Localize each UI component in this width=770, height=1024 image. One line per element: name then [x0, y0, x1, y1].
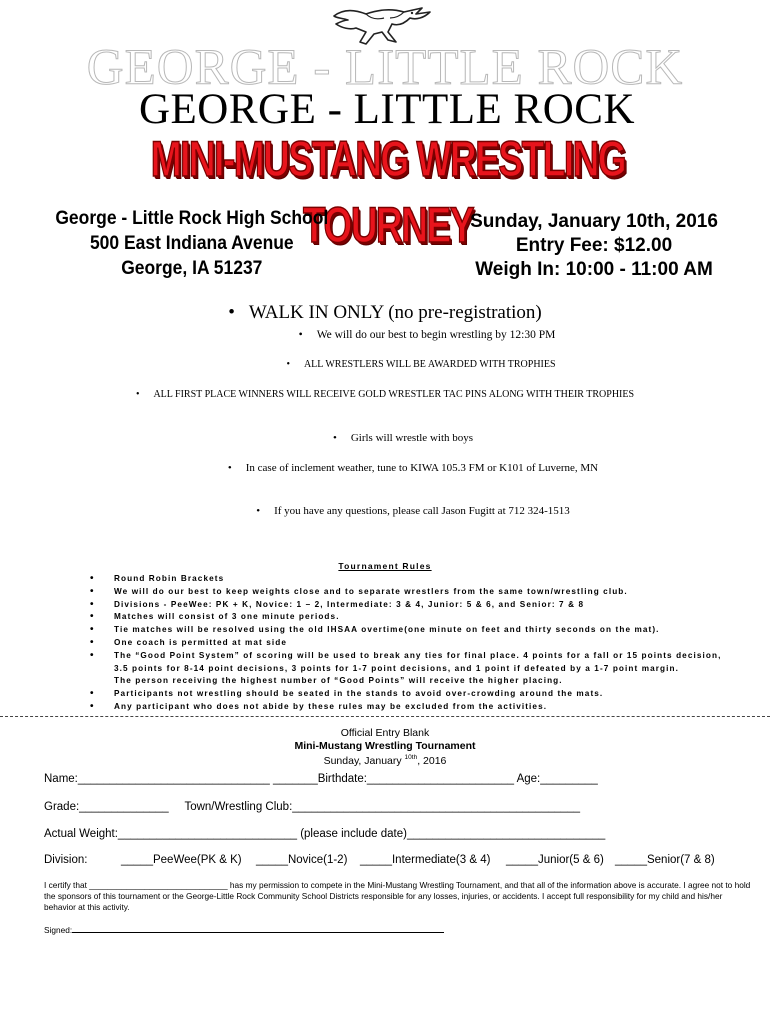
bullet-icon: •	[286, 359, 290, 370]
name-field[interactable]: Name:______________________________ _______Birthdate:_______________________ Age:_________	[44, 773, 598, 785]
division-option-intermediate[interactable]: _____Intermediate(3 & 4)	[360, 854, 491, 866]
note-item: • We will do our best to begin wrestling by 12:30 PM	[298, 329, 556, 341]
certify-statement: I certify that ______________________________ has my permission to compete in the Mini-Mustang Wrestling Tournament, and that all of the information above is accurate. I agree not to hold the sponsors of this tournament or the George-Little Rock Community School Districts responsible for any losses, injuries, or accidents. I accept full responsibility for my child and his/her behavior at this activity.	[44, 880, 751, 912]
rule-item: • Divisions - PeeWee: PK + K, Novice: 1 – 2, Intermediate: 3 & 4, Junior: 5 & 6, and Senior: 7 & 8	[90, 599, 760, 612]
signature-line[interactable]	[72, 922, 444, 933]
cut-line	[0, 716, 770, 717]
bullet-icon: •	[256, 505, 261, 517]
note-item: • Girls will wrestle with boys	[332, 432, 474, 444]
weight-field[interactable]: Actual Weight:____________________________ (please include date)_______________________________	[44, 828, 606, 840]
bullet-icon: •	[332, 432, 337, 444]
division-option-junior[interactable]: _____Junior(5 & 6)	[506, 854, 604, 866]
rule-item: • The “Good Point System” of scoring will be used to break any ties for final place. 4 points for a fall or 15 points decision,	[90, 650, 760, 663]
event-date: Sunday, January 10th, 2016	[470, 211, 718, 232]
note-item: • ALL WRESTLERS WILL BE AWARDED WITH TROPHIES	[0, 357, 770, 373]
school-name: George - Little Rock High School	[55, 208, 329, 229]
note-item: • If you have any questions, please call Jason Fugitt at 712 324-1513	[256, 505, 570, 517]
walk-in-note: • WALK IN ONLY (no pre-registration)	[0, 300, 770, 326]
rule-item: • Tie matches will be resolved using the old IHSAA overtime(one minute on feet and thirty seconds on the mat).	[90, 624, 760, 637]
school-city: George, IA 51237	[121, 258, 263, 279]
tourney-title: MINI-MUSTANG WRESTLING TOURNEY	[150, 131, 626, 253]
title-ghost: GEORGE - LITTLE ROCK	[86, 40, 684, 96]
grade-club-field[interactable]: Grade:______________ Town/Wrestling Club:_____________________________________________	[44, 801, 581, 813]
rule-item: • One coach is permitted at mat side	[90, 637, 760, 650]
division-option-senior[interactable]: _____Senior(7 & 8)	[615, 854, 715, 866]
signed-label: Signed:	[44, 925, 73, 935]
division-option-peewee[interactable]: _____PeeWee(PK & K)	[121, 854, 242, 866]
division-option-novice[interactable]: _____Novice(1-2)	[256, 854, 348, 866]
rule-item-continued: 3.5 points for 8-14 point decisions, 3 points for 1-7 point decisions, and 1 point if defeated by a 1-7 point margin.	[114, 663, 679, 673]
entry-date: Sunday, January $^{10th}$, 2016	[323, 754, 447, 767]
bullet-icon: •	[227, 462, 232, 474]
rule-item-continued: The person receiving the highest number of “Good Points” will receive the higher placing.	[114, 676, 563, 686]
signature-field[interactable]	[44, 922, 444, 935]
division-label: Division:	[44, 854, 88, 866]
rule-item: • Any participant who does not abide by these rules may be excluded from the activities.	[90, 701, 760, 714]
rule-item: • Matches will consist of 3 one minute periods.	[90, 611, 760, 624]
bullet-icon: •	[298, 329, 303, 341]
note-item: • In case of inclement weather, tune to KIWA 105.3 FM or K101 of Luverne, MN	[227, 462, 599, 474]
rule-item: • Participants not wrestling should be seated in the stands to avoid over-crowding around the mats.	[90, 688, 760, 701]
bullet-icon: •	[135, 389, 140, 400]
event-info	[428, 210, 760, 282]
event-weigh-in: Weigh In: 10:00 - 11:00 AM	[475, 259, 713, 280]
entry-header	[0, 727, 770, 768]
event-fee: Entry Fee: $12.00	[515, 235, 673, 256]
school-info	[40, 206, 344, 281]
rules-list	[90, 573, 760, 714]
bullet-icon: •	[228, 302, 235, 323]
rule-item: • Round Robin Brackets	[90, 573, 760, 586]
note-item: • ALL FIRST PLACE WINNERS WILL RECEIVE GOLD WRESTLER TAC PINS ALONG WITH THEIR TROPHIES	[0, 387, 770, 403]
page-title: GEORGE - LITTLE ROCK	[138, 86, 636, 133]
school-street: 500 East Indiana Avenue	[89, 233, 294, 254]
entry-subheading: Mini-Mustang Wrestling Tournament	[294, 739, 476, 752]
rule-item: • We will do our best to keep weights close and to separate wrestlers from the same town/wrestling club.	[90, 586, 760, 599]
rules-title: Tournament Rules	[338, 561, 432, 571]
entry-heading: Official Entry Blank	[340, 727, 430, 739]
